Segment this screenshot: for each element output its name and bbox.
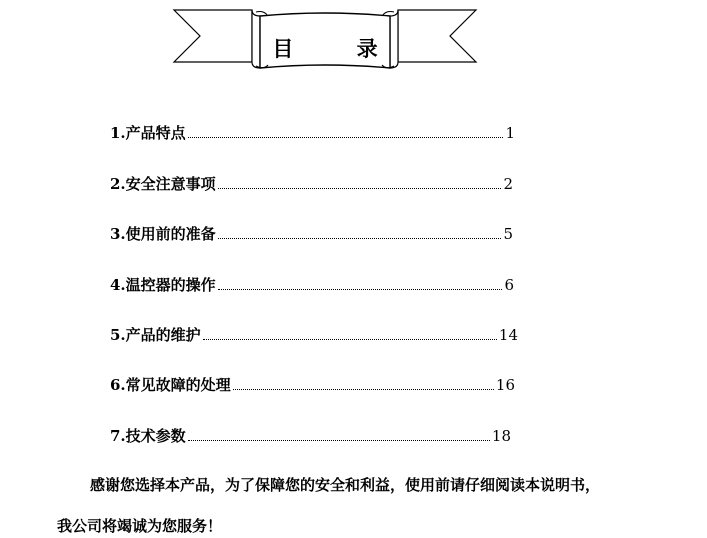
toc-leader-dots [218,187,502,189]
toc-page-number: 18 [491,427,511,445]
toc-entry[interactable] [110,120,515,142]
toc-page-number: 2 [503,175,513,193]
toc-entry[interactable] [110,171,513,193]
toc-leader-dots [188,439,490,441]
toc-page-number: 5 [503,225,513,243]
toc-page-number: 1 [505,124,515,142]
toc-title: 温控器的操作 [125,276,216,294]
toc-page-number: 14 [498,326,518,344]
toc-title: 技术参数 [125,427,186,445]
intro-text-line-1: 感谢您选择本产品，为了保障您的安全和利益，使用前请仔细阅读本说明书， [90,476,601,494]
toc-title: 安全注意事项 [125,175,216,193]
toc-leader-dots [218,288,503,290]
toc-title: 使用前的准备 [125,225,216,243]
toc-number: 5. [110,326,126,344]
toc-page-number: 16 [495,376,515,394]
toc-number: 7. [110,427,126,445]
toc-entry[interactable] [110,322,518,344]
toc-number: 4. [110,276,126,294]
toc-title: 常见故障的处理 [125,376,231,394]
toc-number: 3. [110,225,126,243]
toc-leader-dots [188,136,504,138]
toc-leader-dots [218,237,502,239]
toc-leader-dots [203,338,497,340]
toc-entry[interactable] [110,372,515,394]
toc-page-number: 6 [504,276,514,294]
toc-leader-dots [233,388,494,390]
toc-number: 1. [110,124,126,142]
toc-entry[interactable] [110,423,511,445]
toc-number: 6. [110,376,126,394]
toc-title: 产品特点 [125,124,186,142]
toc-entry[interactable] [110,272,514,294]
toc-entry[interactable] [110,221,513,243]
intro-text-line-2: 我公司将竭诚为您服务！ [57,517,223,535]
toc-title: 产品的维护 [125,326,201,344]
toc-number: 2. [110,175,126,193]
page-title: 目 录 [272,37,406,61]
title-banner [172,8,478,72]
